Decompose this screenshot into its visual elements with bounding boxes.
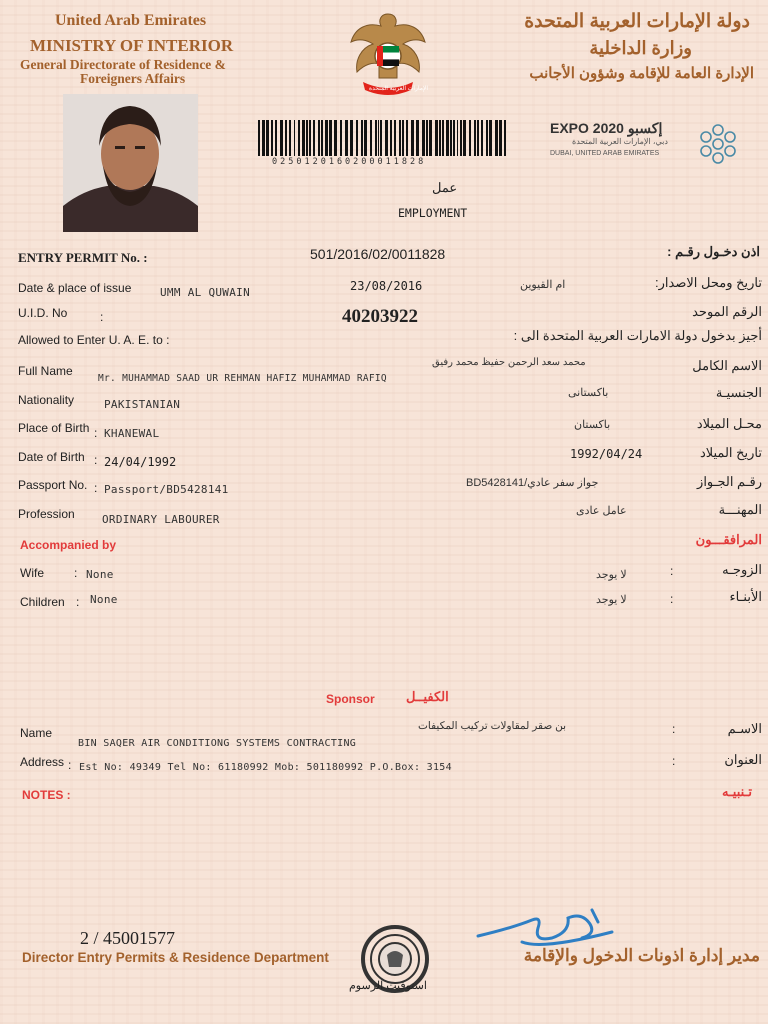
header-directorate-ar: الإدارة العامة للإقامة وشؤون الأجانب [529,65,754,82]
sponsor-name-label-ar: الاسـم [727,721,762,736]
barcode-bar [306,120,308,156]
sponsor-name-colon-ar: : [672,722,676,736]
allowed-label: Allowed to Enter U. A. E. to : [18,333,170,347]
header-ministry-ar: وزارة الداخلية [589,38,692,58]
wife-value: None [86,568,114,581]
barcode-bar [469,120,471,156]
barcode-bar [453,120,455,156]
barcode-bar [463,120,466,156]
barcode-bar [334,120,337,156]
barcode-bar [460,120,462,156]
profession-value: ORDINARY LABOURER [102,513,220,526]
holder-photo [63,94,198,232]
entry-permit-label-ar: اذن دخـول رقـم : [667,244,760,259]
emblem-ribbon-text: الإمارات العربية المتحدة [369,86,429,92]
wife-value-ar: لا يوجد [596,569,627,581]
wife-colon-ar: : [670,564,674,578]
date-of-birth-value-ar: 1992/04/24 [570,447,643,461]
date-of-birth-label: Date of Birth [18,450,85,464]
barcode-bar [258,120,260,156]
barcode-bar [477,120,479,156]
expo-2020-logo [550,120,750,170]
nationality-label: Nationality [18,393,75,407]
sponsor-address-colon-ar: : [672,754,676,768]
barcode-bar [457,120,458,156]
issue-label: Date & place of issue [18,281,132,295]
serial-number: 2 / 45001577 [80,928,176,948]
uid-label: U.I.D. No [18,306,68,320]
nationality-label-ar: الجنسيـة [715,385,762,400]
barcode-bar [325,120,328,156]
director-title-en: Director Entry Permits & Residence Department [22,950,329,965]
barcode-bar [289,120,291,156]
barcode-bar [364,120,367,156]
barcode-bar [406,120,408,156]
barcode-bar [350,120,353,156]
sponsor-address-colon: : [68,758,72,772]
barcode-bar [402,120,404,156]
colon: : [94,453,98,467]
uid-colon: : [100,310,104,324]
barcode-bar [450,120,452,156]
barcode-bar [361,120,363,156]
date-of-birth-label-ar: تاريخ الميلاد [699,445,762,460]
barcode-bar [309,120,311,156]
barcode-bar [439,120,441,156]
expo-title: EXPO 2020 إكسبو [550,120,663,136]
barcode-bar [285,120,287,156]
barcode-bar [426,120,428,156]
notes-label: NOTES : [22,788,71,802]
sponsor-address-label-ar: العنوان [724,752,762,767]
nationality-value-ar: باكستانى [568,387,609,399]
barcode-bar [329,120,332,156]
barcode-bar [321,120,323,156]
header-country-ar: دولة الإمارات العربية المتحدة [524,11,750,32]
barcode-bar [313,120,315,156]
barcode-bar [499,120,502,156]
barcode-bar [302,120,305,156]
barcode-bar [394,120,396,156]
full-name-label: Full Name [18,364,73,378]
uid-value: 40203922 [342,306,418,327]
expo-en-line: DUBAI, UNITED ARAB EMIRATES [550,150,660,157]
barcode-bar [504,120,506,156]
colon: : [94,426,98,440]
accompanied-label: Accompanied by [20,538,117,552]
barcode-bar [435,120,438,156]
stamp-text: استوفيت الرسوم [349,980,427,992]
barcode-bar [340,120,342,156]
children-label-ar: الأبنـاء [729,589,762,604]
sponsor-label-ar: الكفيــل [406,689,449,704]
barcode-bar [380,120,382,156]
uae-emblem-icon [345,8,431,100]
full-name-value: Mr. MUHAMMAD SAAD UR REHMAN HAFIZ MUHAMMAD RAFIQ [98,373,387,384]
barcode-bar [356,120,358,156]
barcode-bar [446,120,449,156]
barcode-bar [489,120,492,156]
barcode-number: 0250120160200011828 [272,157,427,167]
full-name-value-ar: محمد سعد الرحمن حفيظ محمد رفيق [432,357,586,368]
permit-type-en: EMPLOYMENT [398,206,468,220]
barcode-bar [474,120,476,156]
place-of-birth-value-ar: باكستان [574,419,611,431]
header-ministry-en: MINISTRY OF INTERIOR [30,36,234,55]
barcode-bar [345,120,348,156]
passport-value-ar: جواز سفر عادي/BD5428141 [466,477,599,489]
full-name-label-ar: الاسم الكامل [692,358,762,373]
wife-label: Wife [20,566,44,580]
profession-label-ar: المهنـــة [718,502,762,517]
passport-value: Passport/BD5428141 [104,483,229,496]
issue-place: UMM AL QUWAIN [160,286,250,299]
wife-label-ar: الزوجـه [722,562,762,577]
barcode-bar [271,120,273,156]
notes-label-ar: تـنبيـه [722,784,752,799]
barcode-bar [481,120,483,156]
allowed-label-ar: أجيز بدخول دولة الامارات العربية المتحدة الى : [513,328,762,343]
barcode-bar [442,120,444,156]
colon: : [94,481,98,495]
place-of-birth-label-ar: محـل الميلاد [696,416,762,431]
barcode-bar [385,120,388,156]
barcode-bar [280,120,283,156]
wife-colon: : [74,566,78,580]
place-of-birth-label: Place of Birth [18,421,90,435]
barcode-bar [275,120,277,156]
issue-place-ar: ام القيوين [520,279,566,291]
entry-permit-number: 501/2016/02/0011828 [310,246,446,262]
barcode-bar [262,120,265,156]
accompanied-label-ar: المرافقـــون [695,532,762,547]
barcode-bar [399,120,401,156]
barcode-bar [411,120,414,156]
uid-label-ar: الرقم الموحد [692,304,762,319]
children-value: None [90,593,118,606]
header-directorate-en-1: General Directorate of Residence & [20,57,226,72]
barcode-bar [266,120,269,156]
profession-value-ar: عامل عادى [576,505,627,517]
sponsor-name-value: BIN SAQER AIR CONDITIONG SYSTEMS CONTRACTING [78,738,357,749]
passport-label: Passport No. [18,478,88,492]
barcode-bar [294,120,295,156]
nationality-value: PAKISTANIAN [104,398,181,411]
director-title-ar: مدير إدارة اذونات الدخول والإقامة [523,946,760,965]
barcode-bar [429,120,432,156]
profession-label: Profession [18,507,75,521]
barcode-bar [422,120,425,156]
header-country-en: United Arab Emirates [55,12,207,29]
sponsor-address-label: Address [20,755,65,769]
official-stamp [349,925,435,1005]
children-value-ar: لا يوجد [596,594,627,606]
expo-star-icon [696,122,740,171]
barcode-bar [318,120,320,156]
children-label: Children [20,595,65,609]
barcode-bar [378,120,379,156]
date-of-birth-value: 24/04/1992 [104,455,177,469]
barcode [256,120,512,158]
entry-permit-label: ENTRY PERMIT No. : [18,250,148,265]
barcode-bar [495,120,498,156]
place-of-birth-value: KHANEWAL [104,427,160,440]
sponsor-name-label: Name [20,726,53,740]
passport-label-ar: رقـم الجـواز [697,474,762,489]
director-signature [472,898,622,958]
barcode-bar [298,120,300,156]
permit-type-ar: عمل [432,180,458,195]
barcode-bar [375,120,377,156]
barcode-bar [390,120,392,156]
children-colon-ar: : [670,592,674,606]
sponsor-address-value: Est No: 49349 Tel No: 61180992 Mob: 501180992 P.O.Box: 3154 [79,762,452,773]
issue-label-ar: تاريخ ومحل الاصدار: [655,275,762,290]
barcode-bar [416,120,419,156]
header-directorate-en-2: Foreigners Affairs [80,71,186,86]
issue-date: 23/08/2016 [350,279,423,293]
barcode-bar [486,120,488,156]
sponsor-label: Sponsor [326,692,375,706]
expo-ar-line: دبي، الإمارات العربية المتحدة [572,137,668,146]
children-colon: : [76,595,80,609]
barcode-bar [370,120,372,156]
sponsor-name-value-ar: بن صقر لمقاولات تركيب المكيفات [418,720,567,732]
